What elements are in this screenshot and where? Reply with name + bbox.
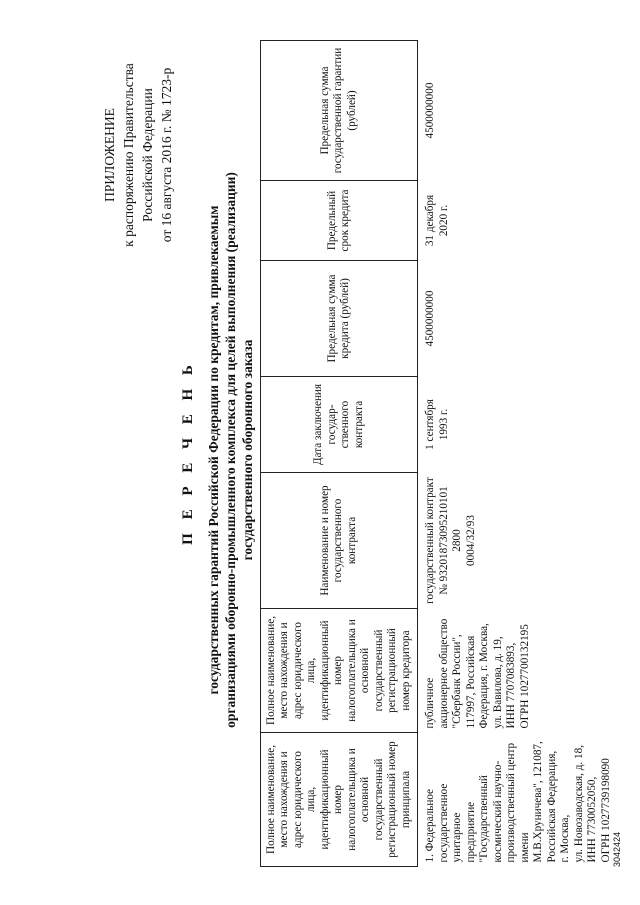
appendix-heading: ПРИЛОЖЕНИЕ [102, 108, 117, 202]
cell-contract-date [418, 377, 616, 473]
header-guarantee-sum: Предельная сумма государственной гарантии (рублей) [261, 41, 418, 181]
creditor-line: акционерное общество [437, 618, 450, 729]
principal-line: ул. Новозаводская, д. 18, [572, 744, 585, 863]
principal-line: предприятие "Государственный [464, 775, 490, 863]
appendix-line-2: Российской Федерации [140, 88, 155, 222]
header-creditor: Полное наименование, место нахождения и адрес юридического лица, идентификационный номер налогоплательщика и основной государственный регистрационный номер кредитора [261, 609, 418, 733]
header-principal: Полное наименование, место нахождения и адрес юридического лица, идентификационный номер налогоплательщика и основной государственный регистрационный номер принципала [261, 733, 418, 867]
document-subtitle [205, 95, 256, 805]
contract-line: 0004/32/93 [464, 515, 477, 566]
creditor-line: Федерация, г. Москва, [478, 623, 490, 729]
principal-line: ИНН 7730052050, [586, 776, 598, 863]
header-contract-date: Дата заключения государ-ственного контракта [261, 377, 418, 473]
header-credit-term: Предельный срок кредита [261, 181, 418, 261]
cell-creditor [418, 609, 616, 733]
term-line: 2020 г. [437, 204, 450, 237]
creditor-line: ОГРН 1027700132195 [518, 624, 531, 729]
subtitle-line-2: организациями оборонно-промышленного комплекса для целей выполнения (реализации) [223, 172, 238, 728]
cell-contract [418, 473, 616, 609]
subtitle-line-1: государственных гарантий Российской Федерации по кредитам, привлекаемым [206, 205, 221, 695]
table-header-row [261, 41, 418, 867]
cell-credit-sum: 4500000000 [424, 290, 436, 347]
principal-line: космический научно- [491, 760, 504, 863]
principal-line: ОГРН 1027739198090 [599, 758, 612, 863]
date-line: 1 сентября [424, 399, 436, 450]
guarantees-table [260, 40, 615, 867]
cell-principal [418, 733, 616, 867]
cell-guarantee-sum: 4500000000 [424, 82, 436, 139]
creditor-line: ул. Вавилова, д. 19, [491, 636, 504, 729]
term-line: 31 декабря [424, 194, 436, 247]
document-title: П Е Р Е Ч Е Н Ь [180, 360, 196, 545]
creditor-line: 117997, Российская [464, 635, 477, 729]
creditor-line: ИНН 7707083893, [505, 642, 517, 729]
document-stamp-number: 3042424 [612, 831, 622, 867]
contract-line: № 93201873095210101 2800 [437, 486, 463, 595]
principal-line: 1. Федеральное [424, 788, 436, 863]
header-credit-sum: Предельная сумма кредита (рублей) [261, 261, 418, 377]
table-row [418, 41, 616, 867]
subtitle-line-3: государственного оборонного заказа [240, 339, 255, 561]
date-line: 1993 г. [437, 408, 450, 441]
creditor-line: "Сбербанк России", [451, 634, 463, 729]
principal-line: государственное унитарное [437, 783, 463, 863]
creditor-line: публичное [424, 677, 436, 729]
appendix-line-1: к распоряжению Правительства [121, 63, 136, 247]
header-contract: Наименование и номер государственного контракта [261, 473, 418, 609]
appendix-block [100, 25, 176, 285]
cell-credit-term [418, 181, 616, 261]
principal-line: производственный центр имени [505, 742, 531, 863]
contract-line: государственный контракт [424, 477, 436, 604]
principal-line: М.В.Хруничева", 121087, [532, 741, 544, 863]
principal-line: г. Москва, [559, 814, 571, 863]
principal-line: Российская Федерация, [545, 750, 558, 863]
appendix-line-3: от 16 августа 2016 г. № 1723-р [159, 67, 174, 243]
